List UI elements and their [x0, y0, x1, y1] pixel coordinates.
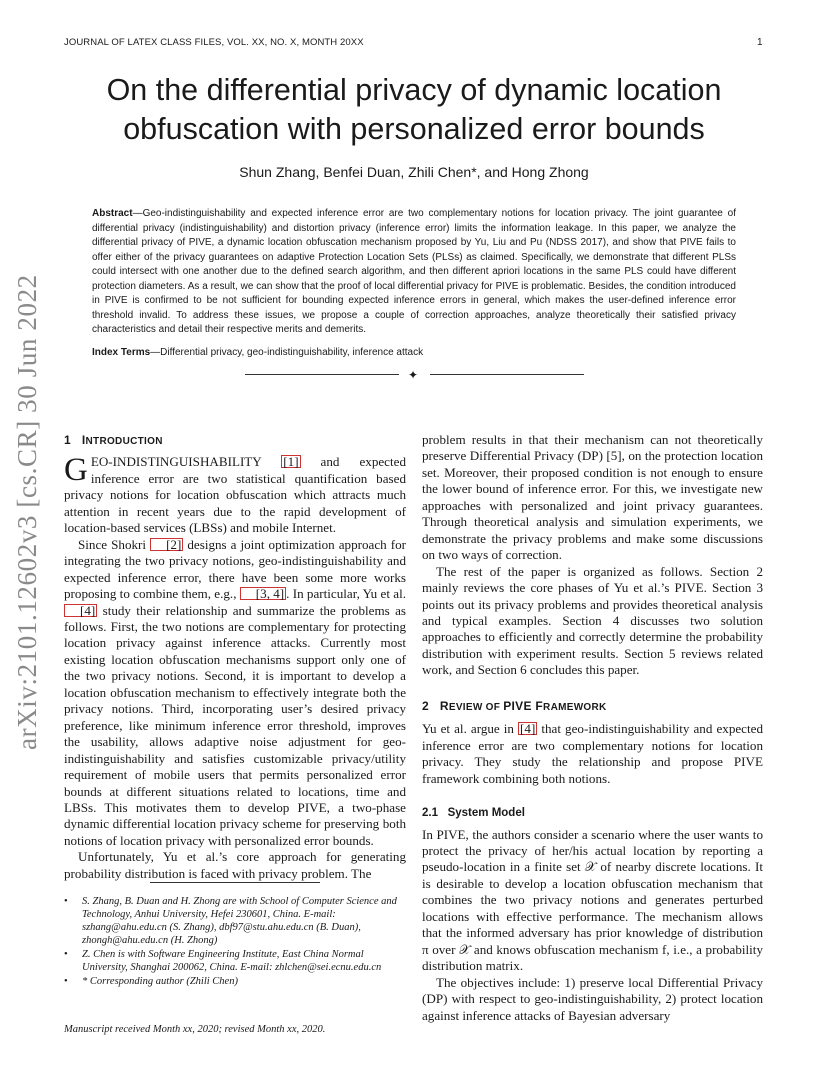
- section-heading-introduction: 1 INTRODUCTION: [64, 433, 163, 447]
- review-paragraph-1: Yu et al. argue in [4] that geo-indistinguishability and expected inference error are two complementary notions for location privacy. They study the relationship and propose PIVE framework combining both notions.: [422, 721, 763, 786]
- paper-title: On the differential privacy of dynamic location obfuscation with personalized error bounds: [106, 73, 722, 146]
- footnote-item: • Z. Chen is with Software Engineering Institute, East China Normal University, Shanghai 200062, China. E-mail: zhlchen@sei.ecnu.edu.cn: [64, 949, 382, 973]
- intro-paragraph-1: GEO-INDISTINGUISHABILITY [1] and expected inference error are two statistical quantification based privacy notions for location obfuscation which attracts much attention in recent years due to the rapid development of location-based services (LBSs) and mobile Internet.: [64, 452, 406, 536]
- system-model-paragraph-1: In PIVE, the authors consider a scenario where the user wants to protect the privacy of her/his actual location by reporting a pseudo-location in a finite set 𝒳 of nearby discrete locations. It is desirable to develop a location obfuscation mechanism that combines the two privacy notions and generates perturbed locations with effective performance. The mechanism allows that the informed adversary has prior knowledge of distribution π over 𝒳 and knows obfuscation mechanism f, i.e., a probability distribution matrix.: [422, 826, 763, 974]
- left-column: [64, 432, 406, 882]
- abstract-label: Abstract: [92, 208, 133, 219]
- intro-paragraph-4: The rest of the paper is organized as follows. Section 2 mainly reviews the core phases of Yu et al.’s PIVE. Section 3 points out its privacy problems and provides theoretical analysis and typical examples. Section 4 discusses two solution approaches to efficiently and correctly determine the probability distribution with experiment results. Section 5 reviews related work, and Section 6 concludes this paper.: [422, 563, 763, 678]
- manuscript-note: Manuscript received Month xx, 2020; revised Month xx, 2020.: [64, 1024, 326, 1035]
- right-column: [422, 432, 763, 1024]
- bullet-icon: •: [64, 896, 68, 907]
- citation-link[interactable]: [4]: [64, 604, 97, 617]
- arxiv-identifier[interactable]: arXiv:2101.12602v3 [cs.CR] 30 Jun 2022: [12, 274, 42, 750]
- citation-link[interactable]: [1]: [283, 454, 299, 470]
- abstract-text: —Geo-indistinguishability and expected inference error are two complementary notions for location privacy. The joint guarantee of differential privacy (indistinguishability) and distortion privacy (inference error) limits the information leakage. In this paper, we analyze the differential privacy of PIVE, a dynamic location obfuscation mechanism proposed by Yu, Liu and Pu (NDSS 2017), and show that PIVE fails to offer either of the privacy guarantees on adaptive Protection Location Sets (PLSs) as claimed. Specifically, we demonstrate that different PLSs could intersect with one another due to the defined search algorithm, and then different apriori locations in the same PLS could have different protection diameters. As a result, we can show that the proof of local differential privacy for PIVE is problematic. Besides, the condition introduced in PIVE is confirmed to be not sufficient for bounding expected inference errors in general, which makes the user-defined inference error threshold invalid. To address these issues, we propose a couple of correction approaches, analyze theoretically their satisfied privacy characteristics and detail their respective merits and demerits.: [92, 208, 736, 335]
- page-number: 1: [757, 37, 763, 48]
- diamond-ornament-icon: ✦: [408, 368, 419, 382]
- citation-link[interactable]: [4]: [520, 721, 536, 737]
- author-list: Shun Zhang, Benfei Duan, Zhili Chen*, and Hong Zhong: [239, 164, 589, 180]
- subsection-heading-system-model: 2.1 System Model: [422, 807, 525, 820]
- section-divider: [245, 368, 584, 382]
- intro-paragraph-3-continued: problem results in that their mechanism can not theoretically preserve Differential Privacy (DP) [5], on the protection location set. Moreover, their proposed condition is not enough to ensure the lower bound of inference error. For this, we investigate new approaches with personalized and joint privacy guarantees. Through theoretical analysis and simulation experiments, we demonstrate the privacy problems and make some discussions on two ways of correction.: [422, 432, 763, 563]
- bullet-icon: •: [64, 976, 68, 987]
- section-heading-review: 2 REVIEW OF PIVE FRAMEWORK: [422, 698, 607, 713]
- index-terms: [92, 347, 736, 358]
- citation-link[interactable]: [3, 4]: [240, 587, 286, 600]
- intro-paragraph-2: Since Shokri [2] designs a joint optimization approach for integrating the two privacy notions, geo-indistinguishability and expected inference error, there have been some more works proposing to combine them, e.g., [3, 4] . In particular, Yu et al. [4] study their relationship and summarize the problems as follows. First, the two notions are complementary for protecting location privacy against inference attacks. Currently most existing location obfuscation mechanisms support only one of the two privacy notions. Second, it is important to develop a location obfuscation mechanism to effectively integrate both the privacy notions. Third, incorporating user’s desired privacy preference, like minimum inference error threshold, improves the usability, allows adaptive noise adjustment for geo-indistinguishability and satisfies customizable privacy/utility requirement of mobile users that permits personalized error bounds at different situations related to locations, time and LBSs. This motivates them to develop PIVE, a two-phase dynamic differential location privacy scheme for preserving both notions of location privacy with personalized error bounds.: [64, 536, 406, 848]
- footnote-item: • * Corresponding author (Zhili Chen): [64, 976, 238, 987]
- dropcap: G: [64, 452, 88, 489]
- running-head: JOURNAL OF LATEX CLASS FILES, VOL. XX, NO. X, MONTH 20XX: [64, 37, 364, 48]
- footnote-item: • S. Zhang, B. Duan and H. Zhong are with School of Computer Science and Technology, Anhui University, Hefei 230601, China. E-mail: szhang@ahu.edu.cn (S. Zhang), dbf97@stu.ahu.edu.cn (B. Duan), zhongh@ahu.edu.cn (H. Zhong): [64, 896, 397, 946]
- system-model-paragraph-2: The objectives include: 1) preserve local Differential Privacy (DP) with respect to geo-indistinguishability, 2) protect location against inference attacks of Bayesian adversary: [422, 974, 763, 1023]
- footnote-rule: [150, 882, 320, 883]
- index-terms-label: Index Terms: [92, 347, 151, 358]
- bullet-icon: •: [64, 949, 68, 960]
- citation-link[interactable]: [2]: [150, 538, 183, 551]
- intro-paragraph-3: Unfortunately, Yu et al.’s core approach for generating probability distribution is faced with privacy problem. The: [64, 849, 406, 881]
- index-terms-text: —Differential privacy, geo-indistinguishability, inference attack: [150, 347, 424, 358]
- abstract: [92, 207, 736, 338]
- footnotes: [64, 895, 410, 989]
